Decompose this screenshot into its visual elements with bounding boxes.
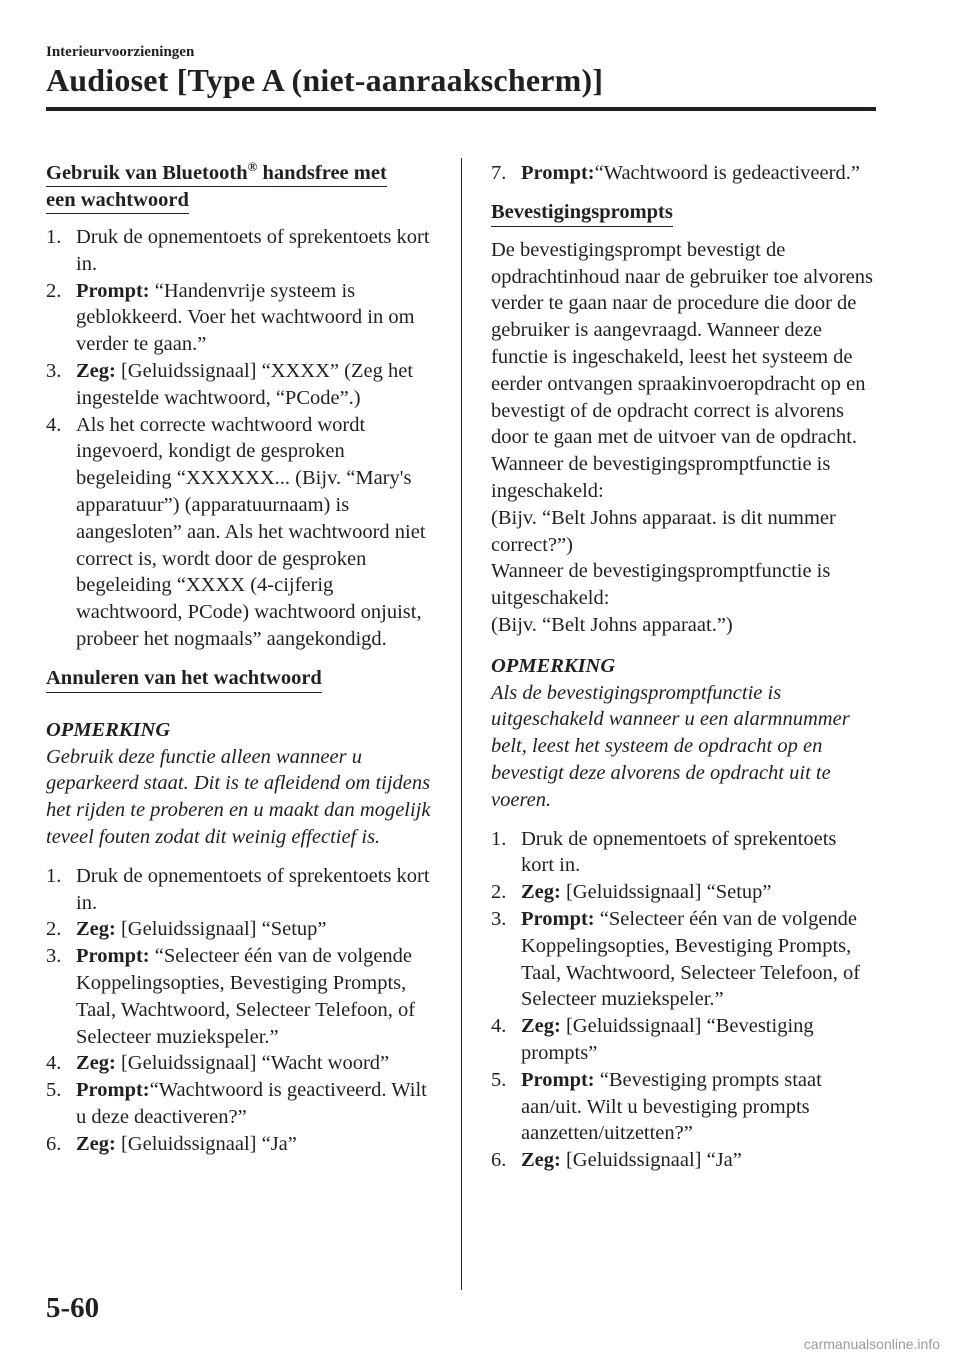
step-number: 3.: [491, 907, 507, 930]
step-text: “Handenvrije systeem is geblokkeerd. Voer het wachtwoord in om verder te gaan.”: [76, 279, 415, 356]
list-item: [491, 879, 873, 906]
step-number: 6.: [46, 1132, 62, 1155]
heading-line1: Gebruik van Bluetooth: [46, 162, 248, 184]
step-text: Druk de opnementoets of sprekentoets kort in.: [521, 827, 837, 877]
step-keyword: Prompt:: [76, 1079, 150, 1102]
list-item: [46, 863, 438, 917]
header-rule: [46, 107, 876, 111]
list-item: [491, 160, 873, 187]
paragraph: (Bijv. “Belt Johns apparaat.”): [491, 613, 733, 636]
step-text: “Selecteer één van de volgende Koppelingsopties, Bevestiging Prompts, Taal, Wachtwoord, Selecteer Telefoon, of Selecteer muziekspeler.”: [521, 907, 861, 1011]
step-number: 1.: [491, 827, 507, 850]
steps-cancel-password: [46, 863, 438, 1158]
list-item: [46, 1077, 438, 1131]
heading-line1-tail: handsfree met: [257, 162, 387, 184]
paragraph: Wanneer de bevestigingspromptfunctie is ingeschakeld:: [491, 453, 831, 502]
step-text: [Geluidssignaal] “Ja”: [560, 1149, 742, 1172]
step-text: “Bevestiging prompts staat aan/uit. Wilt u bevestiging prompts aanzetten/uitzetten?”: [521, 1068, 822, 1145]
list-item: [491, 1067, 873, 1147]
list-item: [46, 1050, 438, 1077]
step-number: 3.: [46, 945, 62, 968]
left-column: [46, 160, 438, 1170]
list-item: [46, 358, 438, 412]
step-keyword: Zeg:: [76, 918, 116, 941]
steps-confirmation-prompts: [491, 826, 873, 1174]
list-item: [491, 1013, 873, 1067]
list-item: [491, 906, 873, 1013]
paragraph: (Bijv. “Belt Johns apparaat. is dit nummer correct?”): [491, 506, 836, 556]
heading-confirmation-prompts: Bevestigingsprompts: [491, 199, 673, 227]
step-keyword: Zeg:: [521, 881, 561, 904]
list-item: [46, 1131, 438, 1158]
step-text: Druk de opnementoets of sprekentoets kort in.: [76, 864, 430, 914]
step-text: “Wachtwoord is geactiveerd. Wilt u deze deactiveren?”: [76, 1079, 427, 1128]
list-item: [46, 224, 438, 278]
step-text: [Geluidssignaal] “Bevestiging prompts”: [521, 1015, 814, 1064]
step-keyword: Prompt:: [76, 279, 150, 302]
step-keyword: Prompt:: [521, 162, 595, 184]
note-heading: OPMERKING: [46, 718, 171, 741]
note-body: Gebruik deze functie alleen wanneer u geparkeerd staat. Dit is te afleidend om tijdens het rijden te proberen en u maakt dan mogelijk teveel fouten zodat dit weinig effectief is.: [46, 745, 431, 848]
step-number: 5.: [491, 1068, 507, 1091]
registered-mark: ®: [247, 159, 258, 175]
step-keyword: Zeg:: [521, 1149, 561, 1172]
step-keyword: Zeg:: [521, 1015, 561, 1038]
note-heading: OPMERKING: [491, 654, 616, 677]
step-number: 5.: [46, 1079, 62, 1102]
step-text: “Selecteer één van de volgende Koppelingsopties, Bevestiging Prompts, Taal, Wachtwoord, Selecteer Telefoon, of Selecteer muziekspeler.”: [76, 945, 416, 1048]
step-number: 4.: [46, 1052, 62, 1075]
page-title: Audioset [Type A (niet-aanraakscherm)]: [46, 62, 604, 98]
step-number: 7.: [491, 162, 507, 184]
step-number: 2.: [46, 918, 62, 941]
heading-bluetooth-password: [46, 160, 438, 214]
section-label: Interieurvoorzieningen: [46, 44, 195, 60]
paragraph: Wanneer de bevestigingspromptfunctie is uitgeschakeld:: [491, 560, 831, 610]
step-number: 6.: [491, 1149, 507, 1172]
step-number: 3.: [46, 359, 62, 382]
step-text: Als het correcte wachtwoord wordt ingevoerd, kondigt de gesproken begeleiding “XXXXXX... (Bijv. “Mary's apparatuur”) (apparatuurnaam) is aangesloten” aan. Als het wachtwoord niet correct is, wordt door de gesproken begeleiding “XXXX (4-cijferig wachtwoord, PCode) wachtwoord onjuist, probeer het nogmaals” aangekondigd.: [76, 413, 426, 650]
heading-line2: een wachtwoord: [46, 187, 189, 214]
list-item: [46, 278, 438, 358]
step-keyword: Zeg:: [76, 1132, 116, 1155]
step-number: 4.: [491, 1015, 507, 1038]
list-item: [46, 412, 438, 653]
list-item: [46, 943, 438, 1050]
step-keyword: Zeg:: [76, 359, 116, 382]
step-keyword: Prompt:: [521, 1068, 595, 1091]
step-text: “Wachtwoord is gedeactiveerd.”: [594, 162, 860, 184]
step-number: 1.: [46, 226, 62, 248]
watermark: carmanualsonline.info: [803, 1336, 940, 1352]
step-text: [Geluidssignaal] “Setup”: [560, 881, 772, 904]
confirmation-description: [491, 237, 873, 639]
steps-cancel-password-continued: [491, 160, 873, 187]
list-item: [491, 1147, 873, 1174]
note-body: Als de bevestigingspromptfunctie is uitgeschakeld wanneer u een alarmnummer belt, leest het systeem de opdracht op en bevestigt deze alvorens de opdracht uit te voeren.: [491, 681, 850, 811]
list-item: [46, 916, 438, 943]
step-text: [Geluidssignaal] “Wacht woord”: [115, 1052, 390, 1075]
step-keyword: Prompt:: [76, 945, 150, 968]
paragraph: De bevestigingsprompt bevestigt de opdrachtinhoud naar de gebruiker toe alvorens verder te gaan naar de procedure die door de gebruiker is aangevraagd. Wanneer deze functie is ingeschakeld, leest het systeem de eerder ontvangen spraakinvoeropdracht op en bevestigt of de opdracht correct is alvorens door te gaan met de uitvoer van de opdracht.: [491, 238, 873, 449]
right-column: [491, 160, 873, 1186]
steps-bluetooth-password: [46, 224, 438, 653]
step-text: [Geluidssignaal] “XXXX” (Zeg het ingestelde wachtwoord, “PCode”.): [76, 359, 414, 409]
step-keyword: Prompt:: [521, 907, 595, 930]
heading-cancel-password: Annuleren van het wachtwoord: [46, 665, 322, 693]
step-number: 1.: [46, 864, 62, 887]
step-number: 2.: [491, 881, 507, 904]
step-text: [Geluidssignaal] “Setup”: [115, 918, 327, 941]
step-text: [Geluidssignaal] “Ja”: [115, 1132, 297, 1155]
page-number: 5-60: [46, 1292, 100, 1324]
step-number: 4.: [46, 413, 62, 436]
list-item: [491, 826, 873, 880]
step-keyword: Zeg:: [76, 1052, 116, 1075]
step-number: 2.: [46, 279, 62, 302]
column-divider: [461, 158, 462, 1290]
step-text: Druk de opnementoets of sprekentoets kort in.: [76, 226, 430, 275]
